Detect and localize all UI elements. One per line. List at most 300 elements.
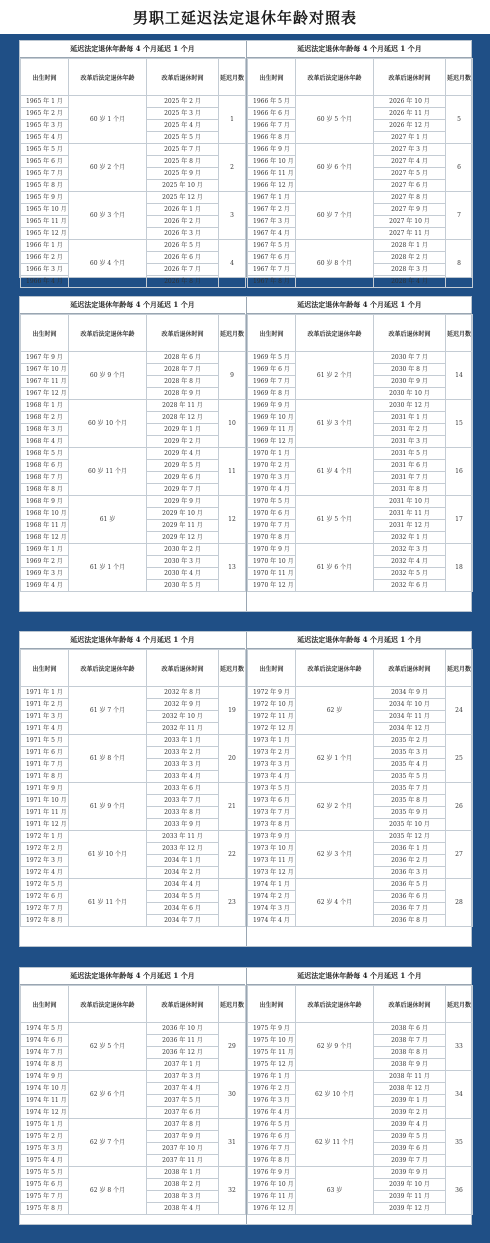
birth-date-cell: 1972 年 1 月 — [21, 831, 69, 843]
column-header-birth: 出生时间 — [248, 650, 296, 687]
table-row — [248, 1167, 473, 1179]
retirement-date-cell: 2029 年 7 月 — [147, 484, 219, 496]
birth-date-cell: 1966 年 2 月 — [21, 252, 69, 264]
retirement-age-cell: 63 岁 — [296, 1167, 374, 1215]
retirement-date-cell: 2031 年 5 月 — [374, 448, 446, 460]
retirement-table — [20, 314, 246, 592]
column-header-retire: 改革后退休时间 — [147, 59, 219, 96]
retirement-date-cell: 2030 年 12 月 — [374, 400, 446, 412]
birth-date-cell: 1975 年 1 月 — [21, 1119, 69, 1131]
column-header-birth: 出生时间 — [248, 59, 296, 96]
section-header: 延迟法定退休年龄每 4 个月延迟 1 个月 — [20, 41, 245, 58]
retirement-date-cell: 2039 年 11 月 — [374, 1191, 446, 1203]
birth-date-cell: 1975 年 3 月 — [21, 1143, 69, 1155]
birth-date-cell: 1968 年 9 月 — [21, 496, 69, 508]
birth-date-cell: 1967 年 5 月 — [248, 240, 296, 252]
birth-date-cell: 1966 年 9 月 — [248, 144, 296, 156]
birth-date-cell: 1969 年 5 月 — [248, 352, 296, 364]
birth-date-cell: 1970 年 2 月 — [248, 460, 296, 472]
birth-date-cell: 1976 年 5 月 — [248, 1119, 296, 1131]
birth-date-cell: 1966 年 6 月 — [248, 108, 296, 120]
retirement-date-cell: 2029 年 2 月 — [147, 436, 219, 448]
column-header-retire: 改革后退休时间 — [147, 315, 219, 352]
birth-date-cell: 1971 年 11 月 — [21, 807, 69, 819]
retirement-date-cell: 2036 年 8 月 — [374, 915, 446, 927]
birth-date-cell: 1970 年 11 月 — [248, 568, 296, 580]
table-panel-1 — [19, 40, 472, 285]
birth-date-cell: 1969 年 1 月 — [21, 544, 69, 556]
retirement-date-cell: 2039 年 10 月 — [374, 1179, 446, 1191]
delay-months-cell: 29 — [219, 1023, 246, 1071]
column-header-age: 改革后法定退休年龄 — [296, 986, 374, 1023]
birth-date-cell: 1973 年 8 月 — [248, 819, 296, 831]
delay-months-cell: 26 — [446, 783, 473, 831]
retirement-date-cell: 2030 年 4 月 — [147, 568, 219, 580]
birth-date-cell: 1965 年 7 月 — [21, 168, 69, 180]
retirement-date-cell: 2032 年 5 月 — [374, 568, 446, 580]
table-row — [248, 544, 473, 556]
birth-date-cell: 1973 年 7 月 — [248, 807, 296, 819]
birth-date-cell: 1965 年 8 月 — [21, 180, 69, 192]
table-row — [248, 831, 473, 843]
retirement-date-cell: 2026 年 10 月 — [374, 96, 446, 108]
delay-months-cell: 9 — [219, 352, 246, 400]
birth-date-cell: 1968 年 6 月 — [21, 460, 69, 472]
delay-months-cell: 18 — [446, 544, 473, 592]
retirement-date-cell: 2036 年 7 月 — [374, 903, 446, 915]
title-bar — [0, 0, 490, 34]
table-half-right — [246, 297, 472, 611]
header-row — [21, 315, 246, 352]
birth-date-cell: 1976 年 4 月 — [248, 1107, 296, 1119]
retirement-date-cell: 2038 年 7 月 — [374, 1035, 446, 1047]
table-half-left — [20, 968, 245, 1224]
birth-date-cell: 1968 年 5 月 — [21, 448, 69, 460]
table-row — [248, 144, 473, 156]
retirement-date-cell: 2036 年 12 月 — [147, 1047, 219, 1059]
retirement-date-cell: 2031 年 2 月 — [374, 424, 446, 436]
retirement-date-cell: 2026 年 6 月 — [147, 252, 219, 264]
retirement-table — [247, 314, 473, 592]
birth-date-cell: 1970 年 6 月 — [248, 508, 296, 520]
retirement-date-cell: 2033 年 7 月 — [147, 795, 219, 807]
retirement-date-cell: 2038 年 4 月 — [147, 1203, 219, 1215]
table-row — [21, 879, 246, 891]
birth-date-cell: 1974 年 8 月 — [21, 1059, 69, 1071]
birth-date-cell: 1968 年 4 月 — [21, 436, 69, 448]
birth-date-cell: 1972 年 3 月 — [21, 855, 69, 867]
retirement-age-cell: 62 岁 — [296, 687, 374, 735]
retirement-date-cell: 2032 年 1 月 — [374, 532, 446, 544]
column-header-retire: 改革后退休时间 — [147, 986, 219, 1023]
birth-date-cell: 1971 年 10 月 — [21, 795, 69, 807]
retirement-date-cell: 2034 年 1 月 — [147, 855, 219, 867]
retirement-date-cell: 2035 年 8 月 — [374, 795, 446, 807]
birth-date-cell: 1973 年 12 月 — [248, 867, 296, 879]
retirement-date-cell: 2028 年 1 月 — [374, 240, 446, 252]
retirement-date-cell: 2036 年 6 月 — [374, 891, 446, 903]
birth-date-cell: 1965 年 1 月 — [21, 96, 69, 108]
birth-date-cell: 1972 年 4 月 — [21, 867, 69, 879]
retirement-date-cell: 2027 年 4 月 — [374, 156, 446, 168]
retirement-age-cell: 61 岁 6 个月 — [296, 544, 374, 592]
birth-date-cell: 1967 年 8 月 — [248, 276, 296, 288]
birth-date-cell: 1966 年 5 月 — [248, 96, 296, 108]
retirement-date-cell: 2028 年 4 月 — [374, 276, 446, 288]
delay-months-cell: 10 — [219, 400, 246, 448]
retirement-date-cell: 2025 年 2 月 — [147, 96, 219, 108]
retirement-date-cell: 2037 年 9 月 — [147, 1131, 219, 1143]
retirement-age-cell: 62 岁 9 个月 — [296, 1023, 374, 1071]
retirement-age-cell: 61 岁 1 个月 — [69, 544, 147, 592]
delay-months-cell: 27 — [446, 831, 473, 879]
retirement-age-cell: 61 岁 — [69, 496, 147, 544]
birth-date-cell: 1976 年 1 月 — [248, 1071, 296, 1083]
birth-date-cell: 1968 年 12 月 — [21, 532, 69, 544]
header-row — [21, 650, 246, 687]
birth-date-cell: 1968 年 10 月 — [21, 508, 69, 520]
birth-date-cell: 1974 年 5 月 — [21, 1023, 69, 1035]
delay-months-cell: 34 — [446, 1071, 473, 1119]
birth-date-cell: 1971 年 3 月 — [21, 711, 69, 723]
retirement-date-cell: 2038 年 8 月 — [374, 1047, 446, 1059]
birth-date-cell: 1976 年 3 月 — [248, 1095, 296, 1107]
retirement-age-cell: 62 岁 3 个月 — [296, 831, 374, 879]
birth-date-cell: 1974 年 7 月 — [21, 1047, 69, 1059]
birth-date-cell: 1974 年 9 月 — [21, 1071, 69, 1083]
birth-date-cell: 1966 年 12 月 — [248, 180, 296, 192]
table-row — [248, 352, 473, 364]
delay-months-cell: 12 — [219, 496, 246, 544]
table-row — [21, 1167, 246, 1179]
birth-date-cell: 1967 年 11 月 — [21, 376, 69, 388]
birth-date-cell: 1971 年 7 月 — [21, 759, 69, 771]
retirement-age-cell: 62 岁 10 个月 — [296, 1071, 374, 1119]
retirement-age-cell: 62 岁 8 个月 — [69, 1167, 147, 1215]
birth-date-cell: 1969 年 12 月 — [248, 436, 296, 448]
retirement-date-cell: 2029 年 4 月 — [147, 448, 219, 460]
table-row — [21, 400, 246, 412]
delay-months-cell: 36 — [446, 1167, 473, 1215]
birth-date-cell: 1976 年 12 月 — [248, 1203, 296, 1215]
table-row — [248, 240, 473, 252]
column-header-delay: 延迟月数 — [219, 59, 246, 96]
delay-months-cell: 35 — [446, 1119, 473, 1167]
retirement-date-cell: 2032 年 6 月 — [374, 580, 446, 592]
birth-date-cell: 1970 年 3 月 — [248, 472, 296, 484]
retirement-date-cell: 2033 年 6 月 — [147, 783, 219, 795]
retirement-date-cell: 2032 年 8 月 — [147, 687, 219, 699]
birth-date-cell: 1969 年 4 月 — [21, 580, 69, 592]
retirement-date-cell: 2031 年 11 月 — [374, 508, 446, 520]
birth-date-cell: 1969 年 11 月 — [248, 424, 296, 436]
birth-date-cell: 1971 年 1 月 — [21, 687, 69, 699]
retirement-date-cell: 2028 年 11 月 — [147, 400, 219, 412]
birth-date-cell: 1973 年 2 月 — [248, 747, 296, 759]
birth-date-cell: 1965 年 9 月 — [21, 192, 69, 204]
birth-date-cell: 1975 年 6 月 — [21, 1179, 69, 1191]
retirement-date-cell: 2031 年 7 月 — [374, 472, 446, 484]
retirement-date-cell: 2029 年 12 月 — [147, 532, 219, 544]
retirement-age-cell: 60 岁 8 个月 — [296, 240, 374, 288]
retirement-age-cell: 61 岁 2 个月 — [296, 352, 374, 400]
retirement-date-cell: 2029 年 1 月 — [147, 424, 219, 436]
retirement-date-cell: 2031 年 8 月 — [374, 484, 446, 496]
birth-date-cell: 1969 年 7 月 — [248, 376, 296, 388]
column-header-retire: 改革后退休时间 — [147, 650, 219, 687]
birth-date-cell: 1973 年 10 月 — [248, 843, 296, 855]
retirement-date-cell: 2037 年 5 月 — [147, 1095, 219, 1107]
retirement-date-cell: 2038 年 1 月 — [147, 1167, 219, 1179]
retirement-age-cell: 60 岁 7 个月 — [296, 192, 374, 240]
birth-date-cell: 1975 年 8 月 — [21, 1203, 69, 1215]
birth-date-cell: 1972 年 6 月 — [21, 891, 69, 903]
table-row — [21, 496, 246, 508]
birth-date-cell: 1969 年 8 月 — [248, 388, 296, 400]
retirement-date-cell: 2038 年 3 月 — [147, 1191, 219, 1203]
retirement-date-cell: 2030 年 3 月 — [147, 556, 219, 568]
retirement-table — [20, 58, 246, 288]
column-header-age: 改革后法定退休年龄 — [296, 650, 374, 687]
birth-date-cell: 1967 年 12 月 — [21, 388, 69, 400]
retirement-date-cell: 2029 年 6 月 — [147, 472, 219, 484]
table-half-right — [246, 41, 472, 285]
birth-date-cell: 1972 年 7 月 — [21, 903, 69, 915]
birth-date-cell: 1974 年 12 月 — [21, 1107, 69, 1119]
birth-date-cell: 1975 年 12 月 — [248, 1059, 296, 1071]
birth-date-cell: 1967 年 10 月 — [21, 364, 69, 376]
birth-date-cell: 1965 年 3 月 — [21, 120, 69, 132]
column-header-delay: 延迟月数 — [219, 315, 246, 352]
delay-months-cell: 28 — [446, 879, 473, 927]
retirement-table — [20, 649, 246, 927]
column-header-birth: 出生时间 — [248, 315, 296, 352]
retirement-date-cell: 2026 年 1 月 — [147, 204, 219, 216]
retirement-date-cell: 2032 年 11 月 — [147, 723, 219, 735]
retirement-date-cell: 2039 年 4 月 — [374, 1119, 446, 1131]
birth-date-cell: 1974 年 1 月 — [248, 879, 296, 891]
retirement-age-cell: 62 岁 1 个月 — [296, 735, 374, 783]
retirement-date-cell: 2037 年 8 月 — [147, 1119, 219, 1131]
birth-date-cell: 1975 年 11 月 — [248, 1047, 296, 1059]
column-header-delay: 延迟月数 — [219, 650, 246, 687]
retirement-age-cell: 60 岁 5 个月 — [296, 96, 374, 144]
retirement-table — [247, 649, 473, 927]
delay-months-cell: 32 — [219, 1167, 246, 1215]
retirement-date-cell: 2037 年 10 月 — [147, 1143, 219, 1155]
retirement-age-cell: 60 岁 9 个月 — [69, 352, 147, 400]
retirement-date-cell: 2039 年 7 月 — [374, 1155, 446, 1167]
birth-date-cell: 1966 年 8 月 — [248, 132, 296, 144]
retirement-date-cell: 2037 年 1 月 — [147, 1059, 219, 1071]
retirement-age-cell: 61 岁 4 个月 — [296, 448, 374, 496]
column-header-birth: 出生时间 — [21, 650, 69, 687]
column-header-age: 改革后法定退休年龄 — [69, 315, 147, 352]
birth-date-cell: 1972 年 5 月 — [21, 879, 69, 891]
delay-months-cell: 4 — [219, 240, 246, 288]
birth-date-cell: 1976 年 7 月 — [248, 1143, 296, 1155]
birth-date-cell: 1973 年 11 月 — [248, 855, 296, 867]
delay-months-cell: 17 — [446, 496, 473, 544]
birth-date-cell: 1968 年 3 月 — [21, 424, 69, 436]
retirement-age-cell: 62 岁 4 个月 — [296, 879, 374, 927]
retirement-date-cell: 2025 年 8 月 — [147, 156, 219, 168]
retirement-date-cell: 2029 年 10 月 — [147, 508, 219, 520]
column-header-age: 改革后法定退休年龄 — [296, 59, 374, 96]
retirement-age-cell: 60 岁 2 个月 — [69, 144, 147, 192]
column-header-delay: 延迟月数 — [446, 59, 473, 96]
retirement-date-cell: 2028 年 9 月 — [147, 388, 219, 400]
retirement-date-cell: 2033 年 1 月 — [147, 735, 219, 747]
column-header-delay: 延迟月数 — [446, 986, 473, 1023]
retirement-date-cell: 2032 年 9 月 — [147, 699, 219, 711]
retirement-date-cell: 2027 年 8 月 — [374, 192, 446, 204]
delay-months-cell: 30 — [219, 1071, 246, 1119]
retirement-date-cell: 2027 年 9 月 — [374, 204, 446, 216]
section-header: 延迟法定退休年龄每 4 个月延迟 1 个月 — [247, 968, 472, 985]
birth-date-cell: 1970 年 4 月 — [248, 484, 296, 496]
table-row — [21, 735, 246, 747]
table-half-left — [20, 297, 245, 611]
retirement-date-cell: 2039 年 2 月 — [374, 1107, 446, 1119]
retirement-date-cell: 2028 年 3 月 — [374, 264, 446, 276]
delay-months-cell: 21 — [219, 783, 246, 831]
retirement-age-cell: 61 岁 7 个月 — [69, 687, 147, 735]
birth-date-cell: 1975 年 9 月 — [248, 1023, 296, 1035]
retirement-date-cell: 2036 年 5 月 — [374, 879, 446, 891]
retirement-table — [20, 985, 246, 1215]
retirement-date-cell: 2038 年 12 月 — [374, 1083, 446, 1095]
delay-months-cell: 20 — [219, 735, 246, 783]
table-row — [21, 1023, 246, 1035]
retirement-date-cell: 2030 年 8 月 — [374, 364, 446, 376]
column-header-age: 改革后法定退休年龄 — [69, 986, 147, 1023]
retirement-date-cell: 2025 年 4 月 — [147, 120, 219, 132]
retirement-date-cell: 2030 年 10 月 — [374, 388, 446, 400]
table-half-left — [20, 632, 245, 946]
table-row — [21, 240, 246, 252]
birth-date-cell: 1971 年 12 月 — [21, 819, 69, 831]
birth-date-cell: 1967 年 6 月 — [248, 252, 296, 264]
retirement-date-cell: 2039 年 6 月 — [374, 1143, 446, 1155]
birth-date-cell: 1976 年 6 月 — [248, 1131, 296, 1143]
table-half-right — [246, 632, 472, 946]
birth-date-cell: 1969 年 6 月 — [248, 364, 296, 376]
retirement-date-cell: 2037 年 3 月 — [147, 1071, 219, 1083]
retirement-date-cell: 2033 年 12 月 — [147, 843, 219, 855]
retirement-date-cell: 2037 年 4 月 — [147, 1083, 219, 1095]
retirement-date-cell: 2030 年 2 月 — [147, 544, 219, 556]
retirement-date-cell: 2026 年 12 月 — [374, 120, 446, 132]
table-row — [21, 783, 246, 795]
table-panel-2 — [19, 296, 472, 612]
birth-date-cell: 1969 年 10 月 — [248, 412, 296, 424]
retirement-date-cell: 2035 年 3 月 — [374, 747, 446, 759]
birth-date-cell: 1970 年 8 月 — [248, 532, 296, 544]
retirement-date-cell: 2028 年 8 月 — [147, 376, 219, 388]
birth-date-cell: 1975 年 10 月 — [248, 1035, 296, 1047]
retirement-date-cell: 2027 年 1 月 — [374, 132, 446, 144]
table-row — [248, 879, 473, 891]
retirement-date-cell: 2029 年 5 月 — [147, 460, 219, 472]
birth-date-cell: 1970 年 12 月 — [248, 580, 296, 592]
table-half-right — [246, 968, 472, 1224]
table-row — [21, 192, 246, 204]
retirement-age-cell: 62 岁 11 个月 — [296, 1119, 374, 1167]
birth-date-cell: 1976 年 10 月 — [248, 1179, 296, 1191]
retirement-date-cell: 2027 年 11 月 — [374, 228, 446, 240]
birth-date-cell: 1976 年 9 月 — [248, 1167, 296, 1179]
retirement-age-cell: 60 岁 4 个月 — [69, 240, 147, 288]
header-row — [248, 986, 473, 1023]
delay-months-cell: 8 — [446, 240, 473, 288]
retirement-date-cell: 2038 年 2 月 — [147, 1179, 219, 1191]
birth-date-cell: 1971 年 5 月 — [21, 735, 69, 747]
table-row — [248, 1071, 473, 1083]
birth-date-cell: 1971 年 9 月 — [21, 783, 69, 795]
birth-date-cell: 1970 年 7 月 — [248, 520, 296, 532]
section-header: 延迟法定退休年龄每 4 个月延迟 1 个月 — [247, 632, 472, 649]
table-row — [21, 687, 246, 699]
birth-date-cell: 1975 年 7 月 — [21, 1191, 69, 1203]
birth-date-cell: 1971 年 4 月 — [21, 723, 69, 735]
birth-date-cell: 1965 年 11 月 — [21, 216, 69, 228]
header-row — [21, 986, 246, 1023]
birth-date-cell: 1973 年 3 月 — [248, 759, 296, 771]
retirement-date-cell: 2039 年 9 月 — [374, 1167, 446, 1179]
column-header-age: 改革后法定退休年龄 — [296, 315, 374, 352]
retirement-table — [247, 985, 473, 1215]
retirement-date-cell: 2025 年 3 月 — [147, 108, 219, 120]
retirement-age-cell: 60 岁 1 个月 — [69, 96, 147, 144]
delay-months-cell: 5 — [446, 96, 473, 144]
retirement-date-cell: 2034 年 4 月 — [147, 879, 219, 891]
retirement-date-cell: 2027 年 3 月 — [374, 144, 446, 156]
retirement-date-cell: 2025 年 7 月 — [147, 144, 219, 156]
birth-date-cell: 1972 年 10 月 — [248, 699, 296, 711]
retirement-date-cell: 2035 年 10 月 — [374, 819, 446, 831]
header-row — [248, 650, 473, 687]
birth-date-cell: 1968 年 2 月 — [21, 412, 69, 424]
birth-date-cell: 1971 年 8 月 — [21, 771, 69, 783]
retirement-date-cell: 2027 年 5 月 — [374, 168, 446, 180]
retirement-age-cell: 61 岁 11 个月 — [69, 879, 147, 927]
birth-date-cell: 1974 年 3 月 — [248, 903, 296, 915]
delay-months-cell: 25 — [446, 735, 473, 783]
retirement-date-cell: 2028 年 7 月 — [147, 364, 219, 376]
retirement-date-cell: 2036 年 1 月 — [374, 843, 446, 855]
section-header: 延迟法定退休年龄每 4 个月延迟 1 个月 — [20, 632, 245, 649]
retirement-age-cell: 61 岁 9 个月 — [69, 783, 147, 831]
table-row — [248, 192, 473, 204]
retirement-date-cell: 2033 年 3 月 — [147, 759, 219, 771]
table-half-left — [20, 41, 245, 285]
retirement-date-cell: 2031 年 12 月 — [374, 520, 446, 532]
birth-date-cell: 1972 年 11 月 — [248, 711, 296, 723]
retirement-age-cell: 60 岁 6 个月 — [296, 144, 374, 192]
delay-months-cell: 22 — [219, 831, 246, 879]
retirement-date-cell: 2029 年 9 月 — [147, 496, 219, 508]
retirement-date-cell: 2025 年 10 月 — [147, 180, 219, 192]
birth-date-cell: 1966 年 1 月 — [21, 240, 69, 252]
delay-months-cell: 19 — [219, 687, 246, 735]
birth-date-cell: 1973 年 1 月 — [248, 735, 296, 747]
birth-date-cell: 1968 年 1 月 — [21, 400, 69, 412]
birth-date-cell: 1965 年 5 月 — [21, 144, 69, 156]
column-header-retire: 改革后退休时间 — [374, 650, 446, 687]
birth-date-cell: 1972 年 9 月 — [248, 687, 296, 699]
retirement-date-cell: 2034 年 5 月 — [147, 891, 219, 903]
